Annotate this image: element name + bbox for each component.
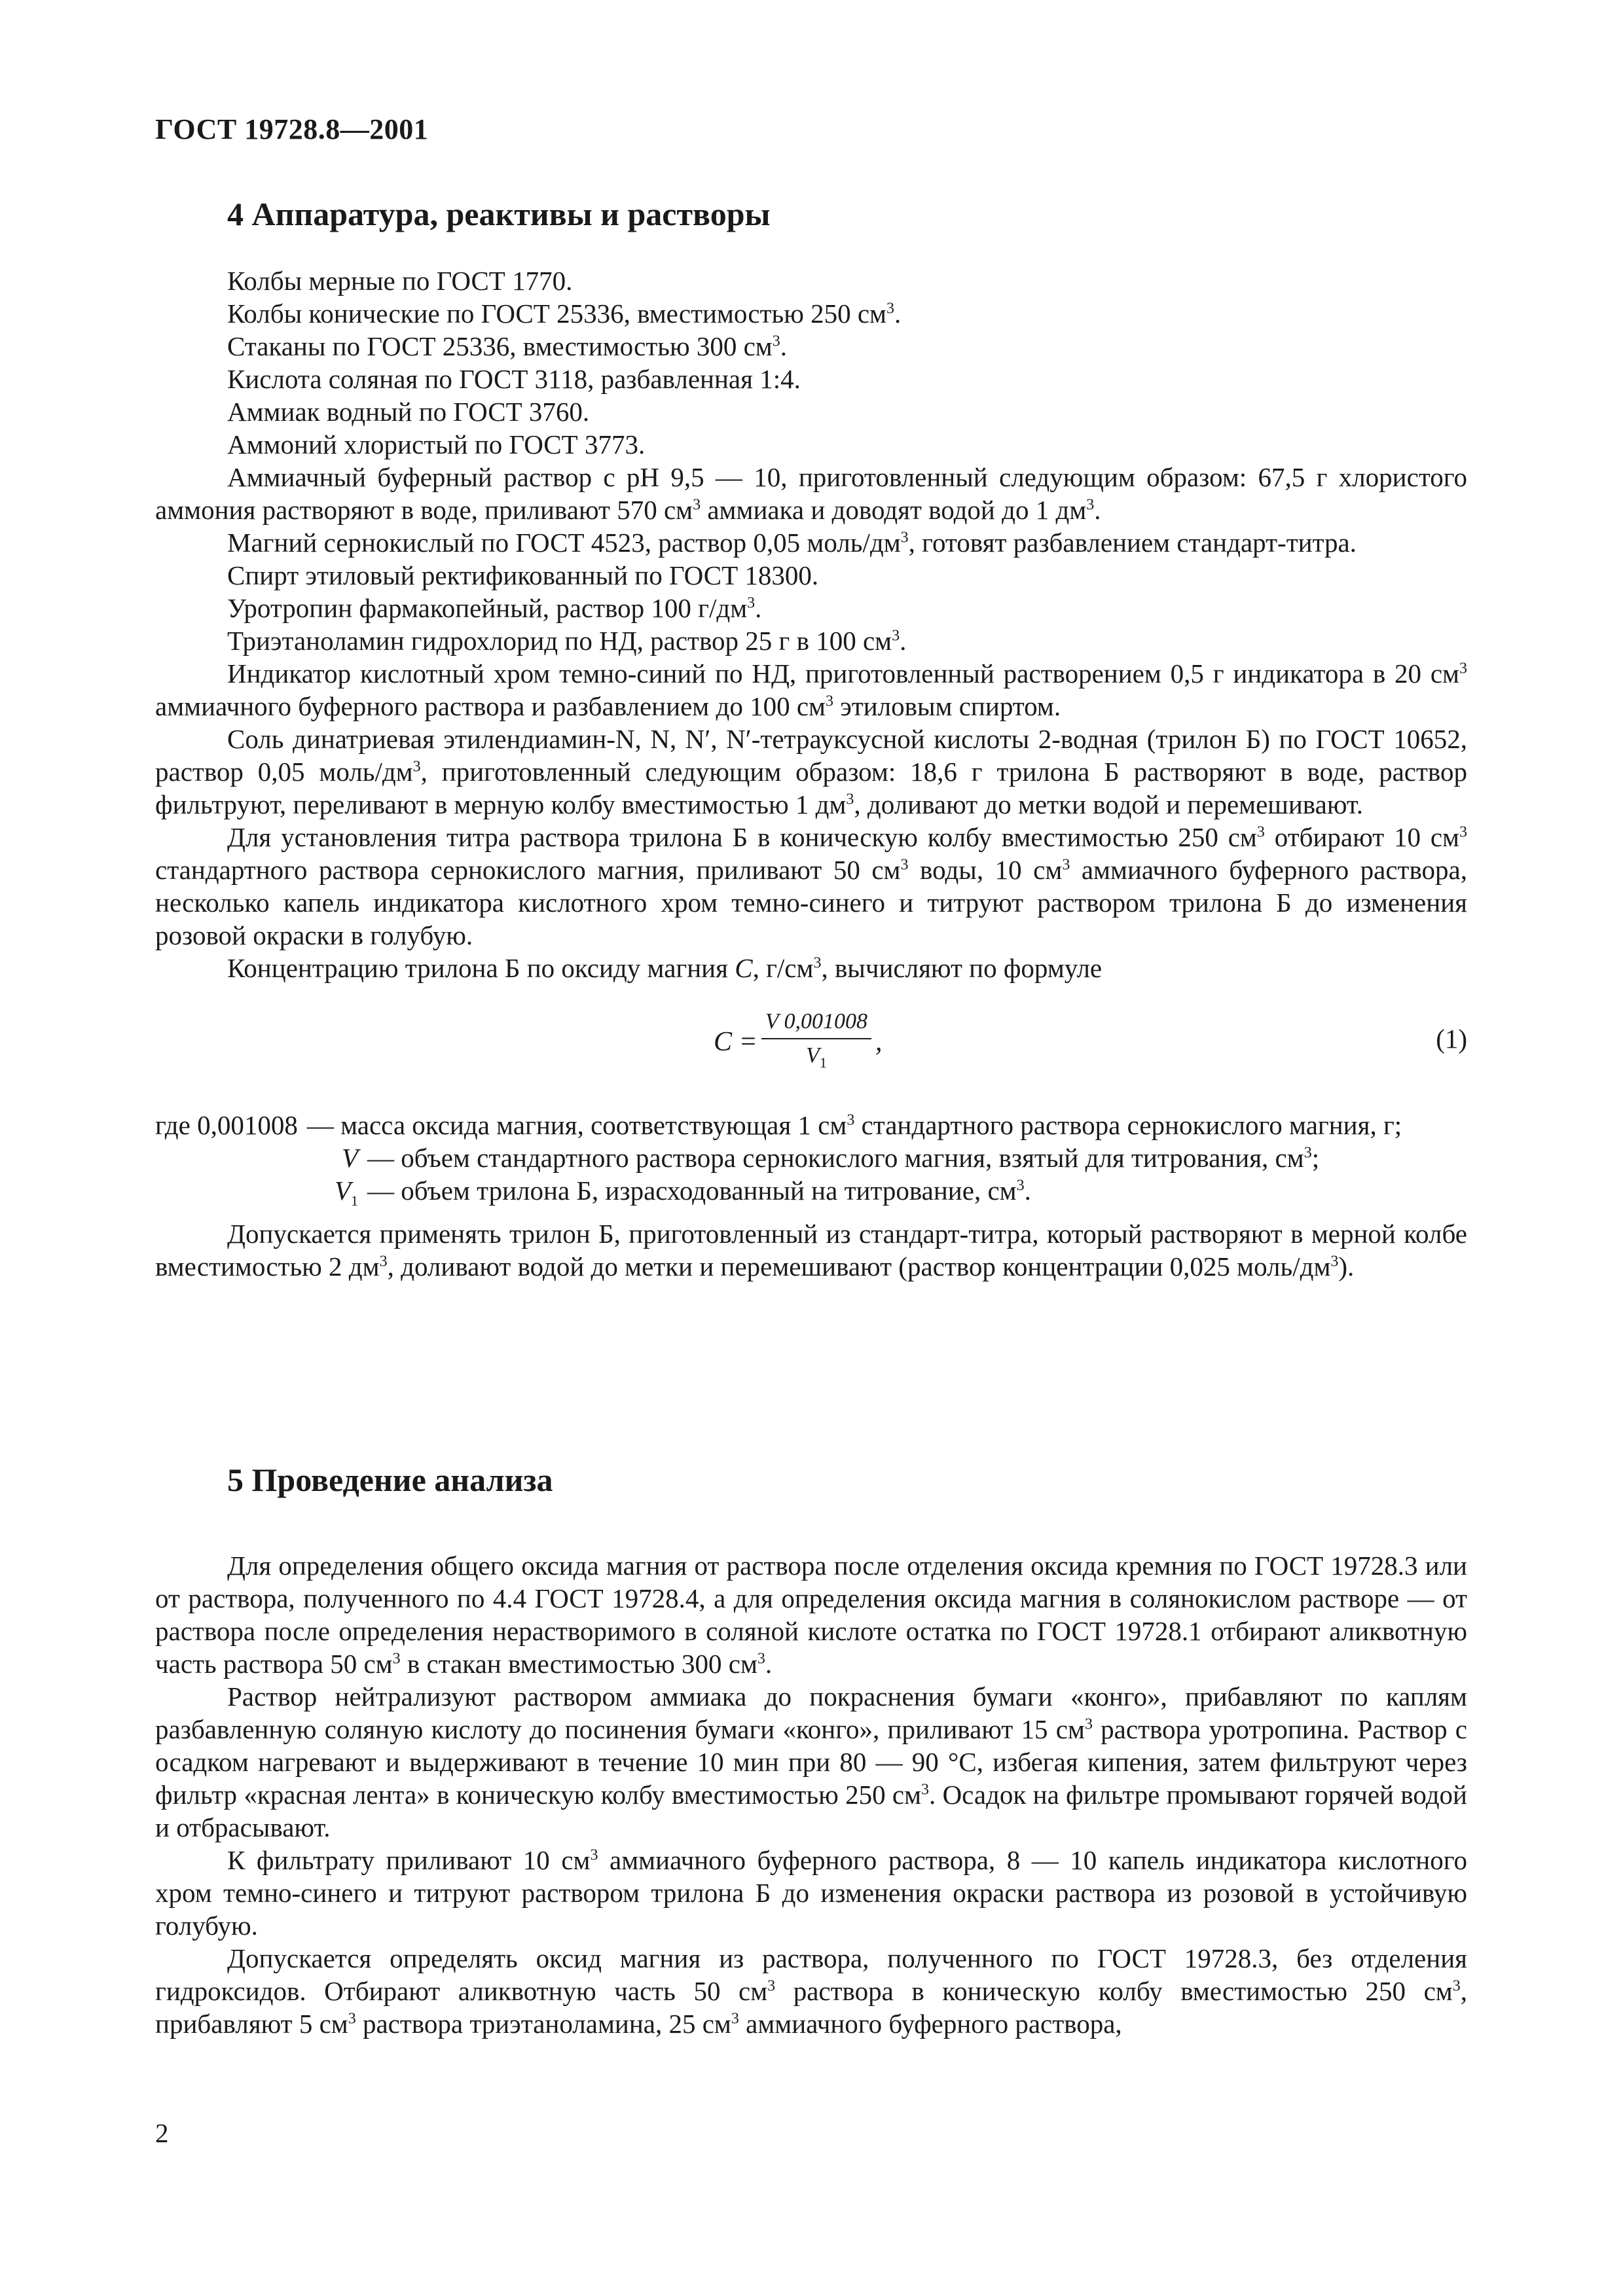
formula-fraction <box>761 1008 871 1077</box>
legend-description: — масса оксида магния, соответствующая 1 $см^3$ стандартного раствора сернокислого магния, г; <box>306 1110 1402 1140</box>
legend-description: — объем трилона Б, израсходованный на титрование, $см^3$. <box>367 1175 1031 1206</box>
section-5-heading: 5 Проведение анализа <box>227 1462 553 1498</box>
paragraph: Для определения общего оксида магния от раствора после отделения оксида кремния по ГОСТ 19728.3 или от раствора, полученного по 4.4 ГОСТ 19728.4, а для определения оксида магния в солянокислом растворе — от раствора после определения нерастворимого в соляной кислоте остатка по ГОСТ 19728.1 отбирают аликвотную часть раствора 50 $см^3$ в стакан вместимостью 300 $см^3$. <box>155 1551 1467 1679</box>
paragraph: К фильтрату приливают 10 $см^3$ аммиачного буферного раствора, 8 — 10 капель индикатора кислотного хром темно-синего и титруют раствором трилона Б до изменения окраски раствора из розовой в устойчивую голубую. <box>155 1845 1467 1941</box>
paragraph: Для установления титра раствора трилона Б в коническую колбу вместимостью 250 $см^3$ отбирают 10 $см^3$ стандартного раствора сернокислого магния, приливают 50 $см^3$ воды, 10 $см^3$ аммиачного буферного раствора, несколько капель индикатора кислотного хром темно-синего и титруют раствором трилона Б до изменения розовой окраски в голубую. <box>155 822 1467 950</box>
paragraph: Допускается определять оксид магния из раствора, полученного по ГОСТ 19728.3, без отделения гидроксидов. Отбирают аликвотную часть 50 $см^3$ раствора в коническую колбу вместимостью 250 $см^3$, прибавляют 5 $см^3$ раствора триэтаноламина, 25 $см^3$ аммиачного буферного раствора, <box>155 1943 1467 2039</box>
text-line: Триэтаноламин гидрохлорид по НД, раствор 25 г в 100 $см^3$. <box>227 626 907 656</box>
legend-row <box>155 1174 1467 1217</box>
document-header: ГОСТ 19728.8—2001 <box>155 113 429 145</box>
text-line: Уротропин фармакопейный, раствор 100 $г/дм^3$. <box>227 593 762 623</box>
section-4-heading: 4 Аппаратура, реактивы и растворы <box>227 196 771 232</box>
paragraph: Магний сернокислый по ГОСТ 4523, раствор 0,05 моль/$дм^3$, готовят разбавлением стандарт-титра. <box>227 528 1357 558</box>
text-line: Колбы конические по ГОСТ 25336, вместимостью 250 $см^3$. <box>227 298 902 329</box>
text-line: Спирт этиловый ректификованный по ГОСТ 18300. <box>227 560 819 590</box>
formula-row <box>155 1003 1467 1089</box>
section-4-body <box>155 264 1467 1283</box>
legend-description: — объем стандартного раствора сернокислого магния, взятый для титрования, $см^3$; <box>367 1143 1320 1173</box>
formula-legend <box>155 1109 1467 1217</box>
legend-row <box>155 1109 1467 1141</box>
paragraph: Соль динатриевая этилендиамин-N, N, N′, N′-тетрауксусной кислоты 2-водная (трилон Б) по ГОСТ 10652, раствор 0,05 моль/$дм^3$, приготовленный следующим образом: 18,6 г трилона Б растворяют в воде, раствор фильтруют, переливают в мерную колбу вместимостью 1 $дм^3$, доливают до метки водой и перемешивают. <box>155 724 1467 819</box>
text-line: Аммоний хлористый по ГОСТ 3773. <box>227 429 646 459</box>
text-line: Аммиак водный по ГОСТ 3760. <box>227 397 590 427</box>
text-line: Кислота соляная по ГОСТ 3118, разбавленная 1:4. <box>227 364 801 394</box>
paragraph: Раствор нейтрализуют раствором аммиака до покраснения бумаги «конго», прибавляют по каплям разбавленную соляную кислоту до посинения бумаги «конго», приливают 15 $см^3$ раствора уротропина. Раствор с осадком нагревают и выдерживают в течение 10 мин при 80 — 90 °С, избегая кипения, затем фильтруют через фильтр «красная лента» в коническую колбу вместимостью 250 $см^3$. Осадок на фильтре промывают горячей водой и отбрасывают. <box>155 1681 1467 1842</box>
legend-term: $V_1$ <box>334 1175 358 1210</box>
section-5-body <box>155 1549 1467 2040</box>
formula-tail: , <box>875 1027 883 1058</box>
text-line: Стаканы по ГОСТ 25336, вместимостью 300 $см^3$. <box>227 331 787 361</box>
formula-denominator: $V_1$ <box>806 1043 827 1071</box>
formula-number: (1) <box>1436 1024 1467 1054</box>
paragraph: Концентрацию трилона Б по оксиду магния C, $г/см^3$, вычисляют по формуле <box>227 953 1103 983</box>
page-number: 2 <box>155 2118 169 2148</box>
legend-term: где 0,001008 <box>155 1110 298 1140</box>
paragraph: Аммиачный буферный раствор с рН 9,5 — 10, приготовленный следующим образом: 67,5 г хлористого аммония растворяют в воде, приливают 570 $см^3$ аммиака и доводят водой до 1 $дм^3$. <box>155 462 1467 525</box>
paragraph: Индикатор кислотный хром темно-синий по НД, приготовленный растворением 0,5 г индикатора в 20 $см^3$ аммиачного буферного раствора и разбавлением до 100 $см^3$ этиловым спиртом. <box>155 658 1467 721</box>
legend-row <box>155 1141 1467 1174</box>
formula <box>714 1008 883 1077</box>
formula-numerator: V 0,001008 <box>761 1008 871 1039</box>
text-line: Колбы мерные по ГОСТ 1770. <box>227 266 573 296</box>
paragraph: Допускается применять трилон Б, приготовленный из стандарт-титра, который растворяют в мерной колбе вместимостью 2 $дм^3$, доливают водой до метки и перемешивают (раствор концентрации 0,025 моль/$дм^3$). <box>155 1219 1467 1282</box>
legend-term: V <box>341 1143 358 1173</box>
formula-lhs: C = <box>714 1027 757 1058</box>
